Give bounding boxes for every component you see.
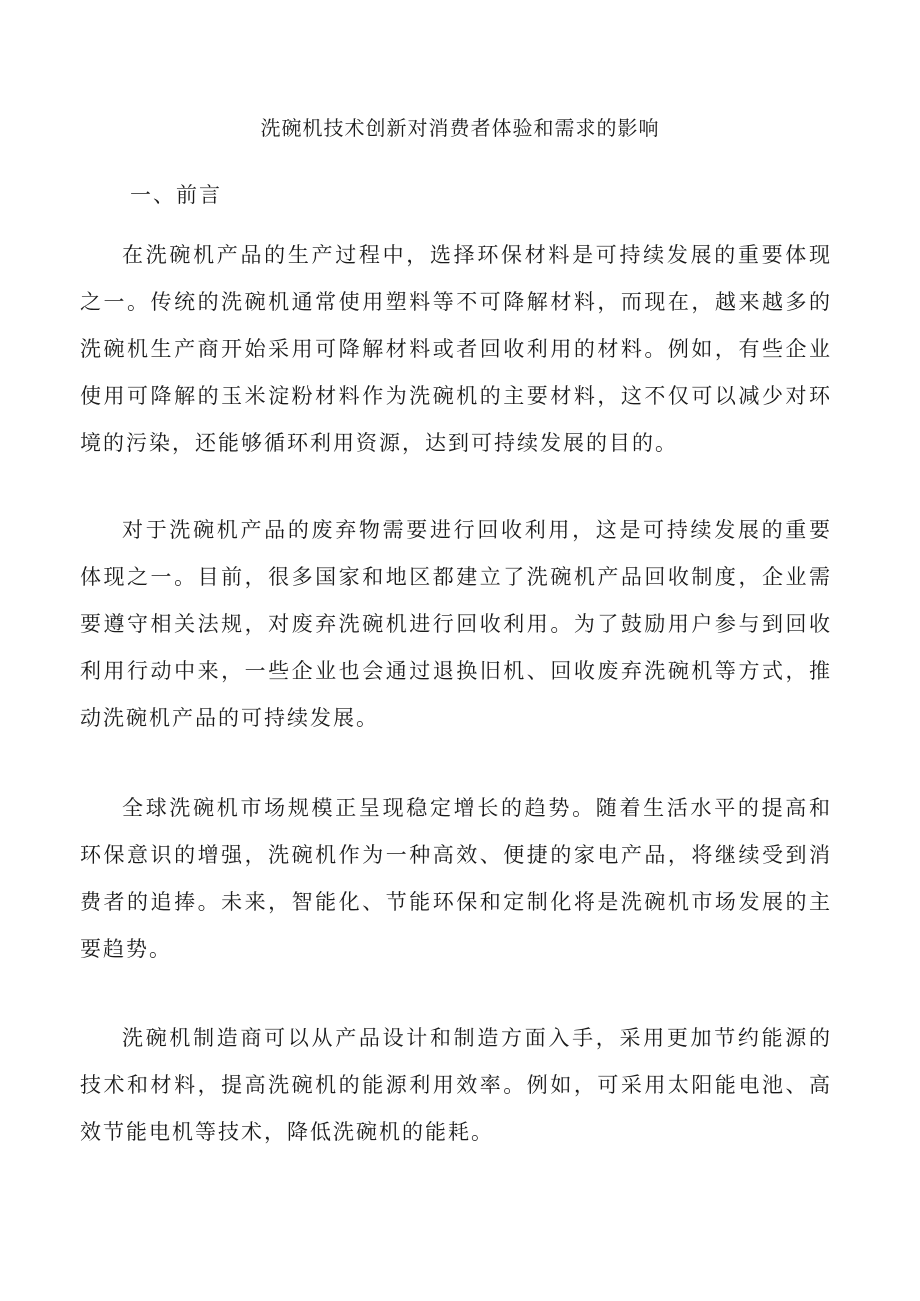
- paragraph: 洗碗机制造商可以从产品设计和制造方面入手，采用更加节约能源的技术和材料，提高洗碗机的能源利用效率。例如，可采用太阳能电池、高效节能电机等技术，降低洗碗机的能耗。: [80, 1026, 832, 1144]
- section-heading: 一、前言: [130, 183, 222, 207]
- paragraph: 对于洗碗机产品的废弃物需要进行回收利用，这是可持续发展的重要体现之一。目前，很多国家和地区都建立了洗碗机产品回收制度，企业需要遵守相关法规，对废弃洗碗机进行回收利用。为了鼓励用户参与到回收利用行动中来，一些企业也会通过退换旧机、回收废弃洗碗机等方式，推动洗碗机产品的可持续发展。: [80, 518, 832, 730]
- paragraph: 全球洗碗机市场规模正呈现稳定增长的趋势。随着生活水平的提高和环保意识的增强，洗碗机作为一种高效、便捷的家电产品，将继续受到消费者的追捧。未来，智能化、节能环保和定制化将是洗碗机市场发展的主要趋势。: [80, 796, 832, 961]
- paragraph: 在洗碗机产品的生产过程中，选择环保材料是可持续发展的重要体现之一。传统的洗碗机通常使用塑料等不可降解材料，而现在，越来越多的洗碗机生产商开始采用可降解材料或者回收利用的材料。例如，有些企业使用可降解的玉米淀粉材料作为洗碗机的主要材料，这不仅可以减少对环境的污染，还能够循环利用资源，达到可持续发展的目的。: [80, 243, 832, 455]
- document-title: 洗碗机技术创新对消费者体验和需求的影响: [260, 116, 660, 140]
